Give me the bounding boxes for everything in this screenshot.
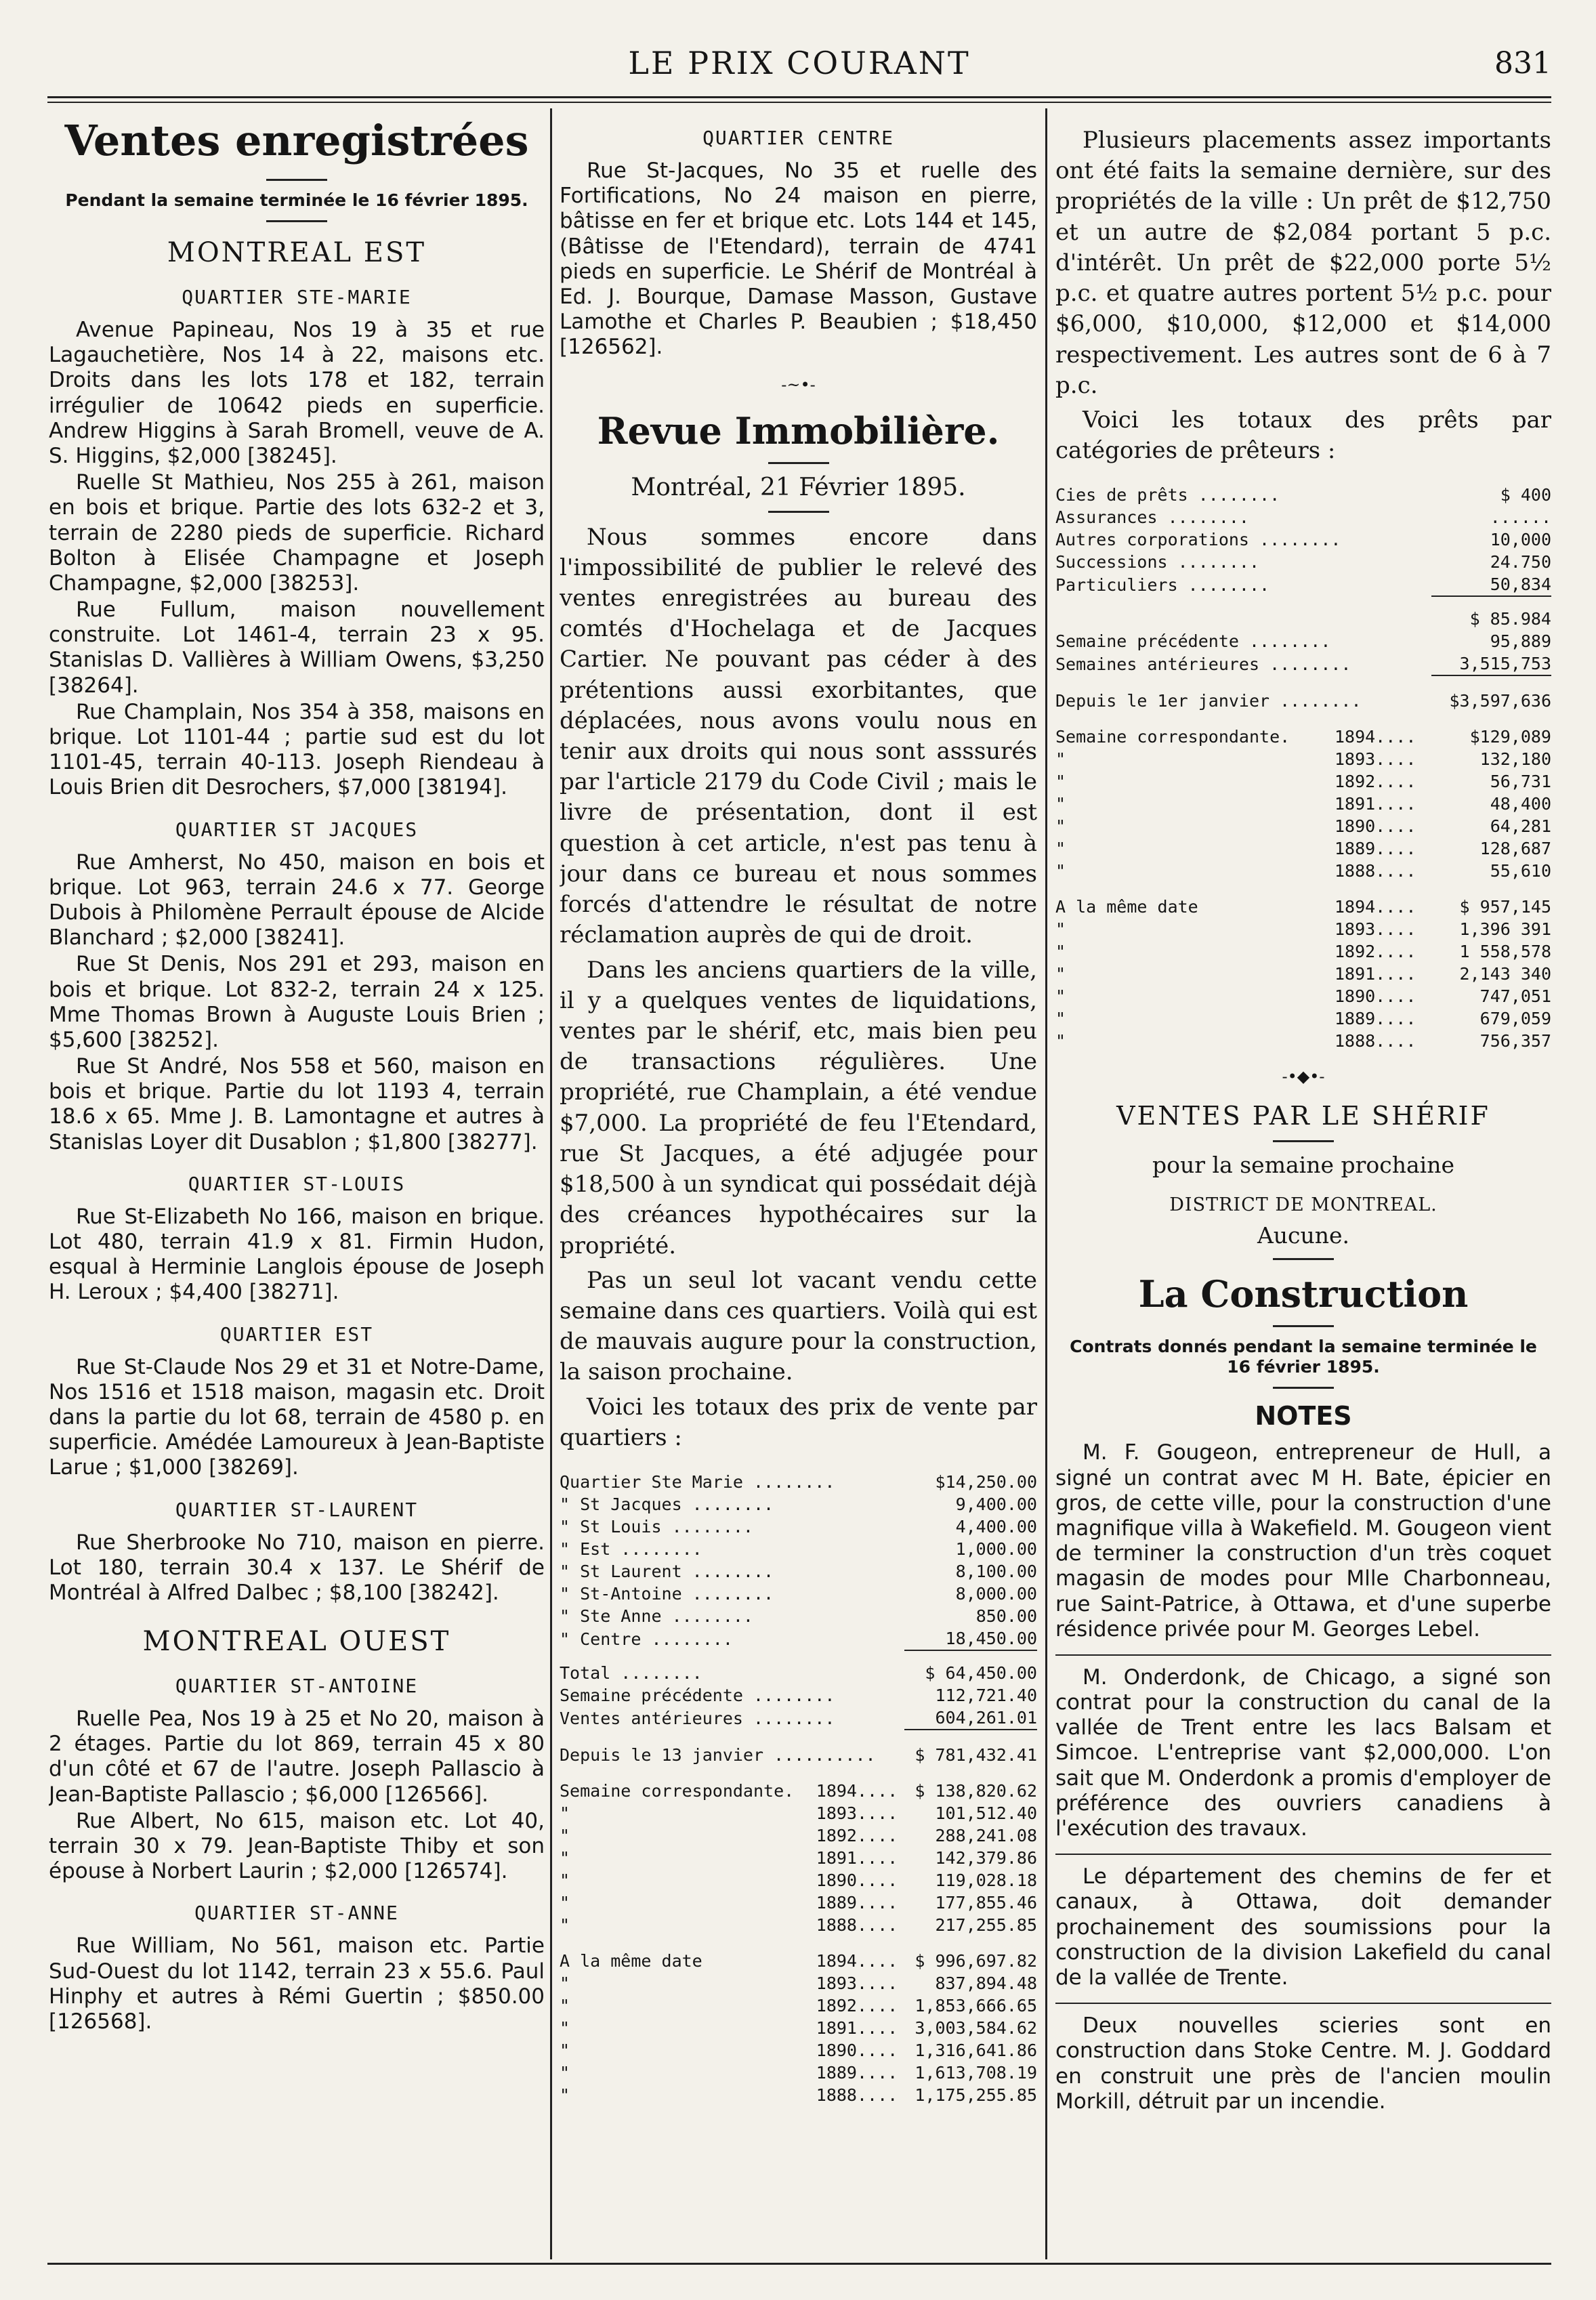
row-value: $14,250.00 xyxy=(935,1472,1037,1492)
row-year: 1889.... xyxy=(1334,839,1416,859)
row-label: " xyxy=(560,2018,570,2038)
row-label: " xyxy=(560,1870,570,1891)
row-label: " xyxy=(1055,964,1066,984)
table-row xyxy=(1055,748,1551,770)
table-row xyxy=(560,1650,1037,1684)
table-row xyxy=(560,1914,1037,1936)
divider xyxy=(1273,1258,1334,1260)
row-label: " Ste Anne ........ xyxy=(560,1606,753,1627)
table-row xyxy=(560,1802,1037,1824)
row-label: " xyxy=(560,1893,570,1913)
column-prets-construction xyxy=(1055,112,1551,2259)
divider xyxy=(1273,1140,1334,1142)
row-year: 1888.... xyxy=(816,2085,898,2106)
row-label: " xyxy=(1055,986,1066,1007)
table-row xyxy=(1055,712,1551,748)
row-label: A la même date xyxy=(560,1951,702,1971)
table-row xyxy=(1055,1007,1551,1030)
quartier-heading: QUARTIER ST-LOUIS xyxy=(188,1172,406,1195)
row-value: 56,731 xyxy=(1490,772,1551,792)
table-row xyxy=(1055,528,1551,551)
loans-article xyxy=(1055,125,1551,466)
row-label: Semaine correspondante. xyxy=(560,1781,795,1801)
row-label: Semaines antérieures ........ xyxy=(1055,654,1351,674)
row-value: 10,000 xyxy=(1490,530,1551,550)
row-value: 1 558,578 xyxy=(1459,942,1551,962)
table-row xyxy=(560,1869,1037,1891)
sale-entry: Rue Fullum, maison nouvellement construite. Lot 1461-4, terrain 23 x 95. Stanislas D. Vallières à William Owens, $3,250 [38264]. xyxy=(49,598,545,698)
row-year: 1892.... xyxy=(816,1826,898,1846)
footer-rule xyxy=(47,2263,1551,2265)
row-value: 679,059 xyxy=(1479,1009,1551,1029)
row-label: " xyxy=(1055,816,1066,837)
row-year: 1890.... xyxy=(1334,816,1416,837)
row-label: " xyxy=(560,1996,570,2016)
row-label: Ventes antérieures ........ xyxy=(560,1708,835,1728)
row-value: 9,400.00 xyxy=(955,1494,1037,1515)
column-ventes-enregistrees xyxy=(49,112,545,2259)
row-label: " xyxy=(560,1848,570,1868)
row-year: 1888.... xyxy=(1334,861,1416,881)
row-year: 1891.... xyxy=(816,2018,898,2038)
row-year: 1888.... xyxy=(816,1915,898,1936)
row-year: 1894.... xyxy=(1334,727,1416,747)
row-value: $ 996,697.82 xyxy=(915,1951,1037,1971)
sale-entry: Rue Amherst, No 450, maison en bois et brique. Lot 963, terrain 24.6 x 77. George Dubois à Philomène Perrault épouse de Alcide Blanchard ; $2,000 [38241]. xyxy=(49,850,545,950)
page-header xyxy=(47,41,1551,95)
row-value: 18,450.00 xyxy=(945,1629,1037,1649)
quartier-heading: QUARTIER CENTRE xyxy=(702,127,894,149)
table-row xyxy=(560,2039,1037,2062)
table-row xyxy=(1055,793,1551,815)
table-row xyxy=(560,1560,1037,1583)
row-label: Successions ........ xyxy=(1055,552,1260,572)
table-row xyxy=(1055,940,1551,963)
ornament: -~•- xyxy=(781,375,816,394)
row-label: Assurances ........ xyxy=(1055,507,1249,528)
row-label: " xyxy=(560,2063,570,2083)
row-value: 8,100.00 xyxy=(955,1562,1037,1582)
district-heading: MONTREAL EST xyxy=(167,237,427,268)
row-year: 1890.... xyxy=(1334,986,1416,1007)
table-row xyxy=(560,1515,1037,1538)
row-label: " xyxy=(560,1826,570,1846)
sale-entry: Rue Sherbrooke No 710, maison en pierre. Lot 180, terrain 30.4 x 137. Le Shérif de Montréal à Alfred Dalbec ; $8,100 [38242]. xyxy=(49,1530,545,1605)
loans-totals-table xyxy=(1055,470,1551,1052)
table-row xyxy=(560,1891,1037,1914)
table-row xyxy=(560,1605,1037,1627)
row-value: 112,721.40 xyxy=(935,1686,1037,1706)
row-year: 1889.... xyxy=(816,1893,898,1913)
table-row xyxy=(560,1847,1037,1869)
article-paragraph: Voici les totaux des prix de vente par quartiers : xyxy=(560,1393,1037,1451)
notes-list xyxy=(1055,1440,1551,2114)
table-row xyxy=(1055,860,1551,882)
row-value: $ 138,820.62 xyxy=(915,1781,1037,1801)
row-year: 1892.... xyxy=(1334,772,1416,792)
table-row xyxy=(560,2084,1037,2106)
column-revue-immobiliere xyxy=(560,112,1037,2259)
row-year: 1893.... xyxy=(1334,919,1416,940)
ornament: -•◆•- xyxy=(1282,1067,1325,1087)
row-label: Semaine précédente ........ xyxy=(560,1686,835,1706)
row-value: 850.00 xyxy=(975,1606,1037,1627)
row-value: 101,512.40 xyxy=(935,1803,1037,1824)
row-label: Depuis le 13 janvier .......... xyxy=(560,1744,876,1765)
row-value: $ 957,145 xyxy=(1459,897,1551,917)
row-label: " xyxy=(1055,861,1066,881)
row-year: 1889.... xyxy=(816,2063,898,2083)
article-paragraph: Pas un seul lot vacant vendu cette semaine dans ces quartiers. Voilà qui est de mauvais augure pour la construction, la saison prochaine. xyxy=(560,1266,1037,1386)
divider xyxy=(266,220,327,222)
table-row xyxy=(1055,506,1551,528)
quartier-sections xyxy=(49,286,545,1606)
row-label: " xyxy=(1055,839,1066,859)
row-value: 8,000.00 xyxy=(955,1584,1037,1604)
row-value: 55,610 xyxy=(1490,861,1551,881)
row-value: $ 400 xyxy=(1500,485,1551,505)
row-year: 1893.... xyxy=(816,1973,898,1994)
quartier-heading: QUARTIER STE-MARIE xyxy=(182,286,412,308)
divider xyxy=(768,511,829,513)
district-heading-ouest: MONTREAL OUEST xyxy=(142,1626,451,1658)
row-label: " Centre ........ xyxy=(560,1629,733,1649)
article-paragraph: Dans les anciens quartiers de la ville, il y a quelques ventes de liquidations, ventes par le shérif, etc, mais bien peu de transactions régulières. Une propriété, rue Champlain, a été vendue $7,000. La propriété de feu l'Etendard, rue St Jacques, a été adjugée pour $18,500 à un syndicat qui possédait déjà des créances hypothécaires sur la propriété. xyxy=(560,956,1037,1259)
row-year: 1892.... xyxy=(816,1996,898,2016)
row-year: 1892.... xyxy=(1334,942,1416,962)
article-body xyxy=(560,522,1037,1454)
row-year: 1893.... xyxy=(816,1803,898,1824)
table-row xyxy=(1055,985,1551,1007)
row-label: " xyxy=(560,1915,570,1936)
row-year: 1894.... xyxy=(816,1951,898,1971)
table-row xyxy=(1055,882,1551,918)
quartier-heading: QUARTIER EST xyxy=(219,1322,374,1345)
row-label: Semaine précédente ........ xyxy=(1055,631,1331,652)
sale-entry: Rue St-Claude Nos 29 et 31 et Notre-Dame, Nos 1516 et 1518 maison, magasin etc. Droit dans la partie du lot 68, terrain de 4580 p. en superficie. Amédée Lamoureux à Jean-Baptiste Larue ; $1,000 [38269]. xyxy=(49,1354,545,1480)
table-row xyxy=(560,1538,1037,1560)
row-value: 64,281 xyxy=(1490,816,1551,837)
row-label: " xyxy=(1055,942,1066,962)
row-value: 3,515,753 xyxy=(1459,654,1551,674)
article-paragraph: Nous sommes encore dans l'impossibilité de publier le relevé des ventes enregistrées au bureau des comtés d'Hochelaga et de Jacques Cartier. Ne pouvant pas céder à des prétentions aussi exorbitantes, que déplacées, nous avons voulu nous en tenir aux droits qui nous sont asssurés par l'article 2179 du Code Civil ; mais le livre de présentation, dont il est question à cet article, n'est pas tenu à jour dans ce bureau et nous sommes forcés d'attendre le résultat de notre réclamation auprès de qui de droit. xyxy=(560,523,1037,949)
sales-totals-table xyxy=(560,1457,1037,2106)
divider xyxy=(1273,1325,1334,1327)
row-value: 1,316,641.86 xyxy=(915,2041,1037,2061)
quartier-heading: QUARTIER ST JACQUES xyxy=(175,818,419,841)
row-label: " xyxy=(560,2041,570,2061)
row-year: 1891.... xyxy=(1334,794,1416,814)
section-subtitle: Pendant la semaine terminée le 16 février 1895. xyxy=(65,190,528,210)
row-value: $ 85.984 xyxy=(1431,596,1551,630)
article-paragraph: Plusieurs placements assez importants ont été faits la semaine dernière, sur des propriétés de la ville : Un prêt de $12,750 et un autre de $2,084 portant 5 p.c. d'intérêt. Un prêt de $22,000 porte 5½ p.c. et quatre autres portent 5½ p.c. pour $6,000, $10,000, $12,000 et $14,000 respectivement. Les autres sont de 6 à 7 p.c. xyxy=(1055,127,1551,399)
row-label: " xyxy=(1055,919,1066,940)
row-value: 1,175,255.85 xyxy=(915,2085,1037,2106)
quartier-heading: QUARTIER ST-LAURENT xyxy=(175,1498,419,1521)
table-row xyxy=(560,1824,1037,1847)
row-year: 1894.... xyxy=(816,1781,898,1801)
row-value: 604,261.01 xyxy=(935,1708,1037,1728)
sheriff-district: DISTRICT DE MONTREAL. xyxy=(1169,1194,1437,1216)
sale-entry: Avenue Papineau, Nos 19 à 35 et rue Lagauchetière, Nos 14 à 22, maisons etc. Droits dans les lots 178 et 182, terrain irrégulier de 10642 pieds en superficie. Andrew Higgins à Sarah Bromell, veuve de A. S. Higgins, $2,000 [38245]. xyxy=(49,318,545,468)
sale-entry: Rue Albert, No 615, maison etc. Lot 40, terrain 30 x 79. Jean-Baptiste Thiby et son épouse à Norbert Laurin ; $2,000 [126574]. xyxy=(49,1808,545,1884)
row-year: 1891.... xyxy=(816,1848,898,1868)
table-row xyxy=(1055,596,1551,630)
table-row xyxy=(1055,837,1551,860)
row-value: 1,396 391 xyxy=(1459,919,1551,940)
construction-subtitle: Contrats donnés pendant la semaine terminée le 16 février 1895. xyxy=(1070,1337,1537,1377)
row-value: 2,143 340 xyxy=(1459,964,1551,984)
table-row xyxy=(560,2017,1037,2039)
row-year: 1888.... xyxy=(1334,1031,1416,1051)
table-row xyxy=(1055,652,1551,675)
table-row xyxy=(560,1936,1037,1972)
table-row xyxy=(1055,770,1551,793)
row-value: 95,889 xyxy=(1490,631,1551,652)
notes-title: NOTES xyxy=(1255,1401,1352,1431)
row-value: ...... xyxy=(1490,507,1551,528)
note-paragraph: Deux nouvelles scieries sont en construction dans Stoke Centre. M. J. Goddard en construit une près de l'ancien moulin Morkill, détruit par un incendie. xyxy=(1055,2003,1551,2114)
sheriff-none: Aucune. xyxy=(1257,1222,1350,1249)
row-label: " Est ........ xyxy=(560,1539,702,1560)
quartier-sections-ouest xyxy=(49,1675,545,2034)
row-value: $129,089 xyxy=(1469,727,1551,747)
table-row xyxy=(560,1972,1037,1994)
page-number: 831 xyxy=(1494,46,1551,81)
row-value: 4,400.00 xyxy=(955,1517,1037,1537)
table-row xyxy=(560,1707,1037,1730)
row-year: 1891.... xyxy=(1334,964,1416,984)
sale-entry: Rue St Denis, Nos 291 et 293, maison en bois et brique. Lot 832-2, terrain 24 x 125. Mme Thomas Brown à Auguste Louis Brien ; $5,600 [38252]. xyxy=(49,952,545,1052)
table-row xyxy=(1055,963,1551,985)
table-row xyxy=(1055,815,1551,837)
table-row xyxy=(1055,551,1551,573)
table-row xyxy=(1055,918,1551,940)
header-rule xyxy=(47,96,1551,98)
row-label: " St Louis ........ xyxy=(560,1517,753,1537)
row-value: 217,255.85 xyxy=(935,1915,1037,1936)
quartier-heading: QUARTIER ST-ANTOINE xyxy=(175,1675,419,1698)
table-row xyxy=(560,1583,1037,1605)
table-row xyxy=(560,1493,1037,1515)
row-value: 48,400 xyxy=(1490,794,1551,814)
table-row xyxy=(560,2062,1037,2084)
row-label: " St-Antoine ........ xyxy=(560,1584,774,1604)
column-divider-2 xyxy=(1045,108,1047,2259)
row-label xyxy=(1055,596,1431,630)
table-row xyxy=(560,1766,1037,1802)
table-row xyxy=(560,1994,1037,2017)
row-value: $ 64,450.00 xyxy=(904,1650,1037,1684)
row-label: A la même date xyxy=(1055,897,1198,917)
row-label: " xyxy=(560,1973,570,1994)
table-row xyxy=(560,1457,1037,1493)
row-label: " St Jacques ........ xyxy=(560,1494,774,1515)
table-row xyxy=(560,1627,1037,1650)
row-label: " xyxy=(1055,794,1066,814)
row-label: Cies de prêts ........ xyxy=(1055,485,1280,505)
row-label: " xyxy=(1055,1031,1066,1051)
divider xyxy=(768,462,829,464)
row-value: 1,853,666.65 xyxy=(915,1996,1037,2016)
sale-entry: Rue St-Elizabeth No 166, maison en brique. Lot 480, terrain 41.9 x 81. Firmin Hudon, esqual à Herminie Langlois épouse de Joseph H. Leroux ; $4,400 [38271]. xyxy=(49,1204,545,1305)
row-value: 50,834 xyxy=(1490,574,1551,595)
sale-entry: Rue William, No 561, maison etc. Partie Sud-Ouest du lot 1142, terrain 23 x 55.6. Paul Hinphy et autres à Rémi Guertin ; $850.00 [126568]. xyxy=(49,1933,545,2034)
newspaper-title: LE PRIX COURANT xyxy=(628,45,971,81)
row-year: 1889.... xyxy=(1334,1009,1416,1029)
note-paragraph: M. F. Gougeon, entrepreneur de Hull, a signé un contrat avec M H. Bate, épicier en gros, de cette ville, pour la construction d'une magnifique villa à Wakefield. M. Gougeon vient de terminer la construction d'un très coquet magasin de modes pour Mlle Charbonneau, rue Saint-Patrice, à Ottawa, et d'une superbe résidence privée pour M. Georges Lebel. xyxy=(1055,1440,1551,1642)
row-value: $ 781,432.41 xyxy=(904,1730,1037,1766)
article-paragraph: Voici les totaux des prêts par catégories de prêteurs : xyxy=(1055,406,1551,465)
row-label: Autres corporations ........ xyxy=(1055,530,1341,550)
row-value: 1,613,708.19 xyxy=(915,2063,1037,2083)
note-paragraph: Le département des chemins de fer et canaux, à Ottawa, doit demander prochainement des soumissions pour la construction de la division Lakefield du canal de la vallée de Trente. xyxy=(1055,1854,1551,1990)
row-year: 1894.... xyxy=(1334,897,1416,917)
dateline: Montréal, 21 Février 1895. xyxy=(631,473,966,501)
table-row xyxy=(560,1730,1037,1766)
sale-entry: Rue St-Jacques, No 35 et ruelle des Fortifications, No 24 maison en pierre, bâtisse en fer et brique etc. Lots 144 et 145, (Bâtisse de l'Etendard), terrain de 4741 pieds en superficie. Le Shérif de Montréal à Ed. J. Bourque, Damase Masson, Gustave Lamothe et Charles P. Beaubien ; $18,450 [126562]. xyxy=(560,159,1037,360)
sheriff-title: VENTES PAR LE SHÉRIF xyxy=(1116,1101,1490,1131)
row-label: " xyxy=(1055,772,1066,792)
header-rule-thin xyxy=(47,102,1551,103)
divider xyxy=(266,179,327,181)
row-label: Total ........ xyxy=(560,1663,702,1683)
row-year: 1890.... xyxy=(816,1870,898,1891)
row-value: 1,000.00 xyxy=(955,1539,1037,1560)
sale-entry: Rue St André, Nos 558 et 560, maison en bois et brique. Partie du lot 1193 4, terrain 18.6 x 65. Mme J. B. Lamontagne et autres à Stanislas Loyer dit Dusablon ; $1,800 [38277]. xyxy=(49,1054,545,1154)
row-label: Semaine correspondante. xyxy=(1055,727,1290,747)
row-value: 132,180 xyxy=(1479,749,1551,770)
column-divider-1 xyxy=(550,108,552,2259)
sale-entry: Ruelle Pea, Nos 19 à 25 et No 20, maison à 2 étages. Partie du lot 869, terrain 45 x 80 d'un côté et 67 de l'autre. Joseph Pallascio à Jean-Baptiste Pallascio ; $6,000 [126566]. xyxy=(49,1707,545,1807)
row-value: 119,028.18 xyxy=(935,1870,1037,1891)
note-paragraph: M. Onderdonk, de Chicago, a signé son contrat pour la construction du canal de la vallée de Trent entre les lacs Balsam et Simcoe. L'entreprise vant $2,000,000. L'on sait que M. Onderdonk a promis d'employer de préférence des ouvriers canadiens à l'exécution des travaux. xyxy=(1055,1654,1551,1841)
row-label: " St Laurent ........ xyxy=(560,1562,774,1582)
table-row xyxy=(560,1684,1037,1707)
table-row xyxy=(1055,470,1551,506)
row-value: 837,894.48 xyxy=(935,1973,1037,1994)
row-year: 1890.... xyxy=(816,2041,898,2061)
row-value: 756,357 xyxy=(1479,1031,1551,1051)
row-year: 1893.... xyxy=(1334,749,1416,770)
row-label: " xyxy=(1055,749,1066,770)
sale-entry: Rue Champlain, Nos 354 à 358, maisons en brique. Lot 1101-44 ; partie sud est du lot 1101-45, terrain 40-113. Joseph Riendeau à Louis Brien dit Desrochers, $7,000 [38194]. xyxy=(49,699,545,800)
table-row xyxy=(1055,630,1551,652)
row-label: " xyxy=(560,1803,570,1824)
sheriff-subtitle: pour la semaine prochaine xyxy=(1152,1152,1454,1179)
table-row xyxy=(1055,1030,1551,1052)
row-label: Quartier Ste Marie ........ xyxy=(560,1472,835,1492)
row-value: 24.750 xyxy=(1490,552,1551,572)
section-title: Ventes enregistrées xyxy=(64,116,529,165)
row-value: 128,687 xyxy=(1479,839,1551,859)
row-value: 747,051 xyxy=(1479,986,1551,1007)
row-value: 142,379.86 xyxy=(935,1848,1037,1868)
row-label: " xyxy=(560,2085,570,2106)
row-label: " xyxy=(1055,1009,1066,1029)
row-value: 3,003,584.62 xyxy=(915,2018,1037,2038)
divider xyxy=(1273,1387,1334,1389)
row-value: 288,241.08 xyxy=(935,1826,1037,1846)
row-label: Depuis le 1er janvier ........ xyxy=(1055,690,1362,711)
row-value: 177,855.46 xyxy=(935,1893,1037,1913)
row-label: Particuliers ........ xyxy=(1055,574,1270,595)
quartier-heading: QUARTIER ST-ANNE xyxy=(194,1902,399,1925)
table-row xyxy=(1055,675,1551,712)
sale-entry: Ruelle St Mathieu, Nos 255 à 261, maison en bois et brique. Partie des lots 632-2 et 3, terrain de 2280 pieds de superficie. Richard Bolton à Elisée Champagne et Joseph Champagne, $2,000 [38253]. xyxy=(49,470,545,595)
construction-title: La Construction xyxy=(1138,1272,1469,1316)
table-row xyxy=(1055,573,1551,596)
section-title: Revue Immobilière. xyxy=(597,409,1000,453)
row-value: $3,597,636 xyxy=(1431,675,1551,712)
